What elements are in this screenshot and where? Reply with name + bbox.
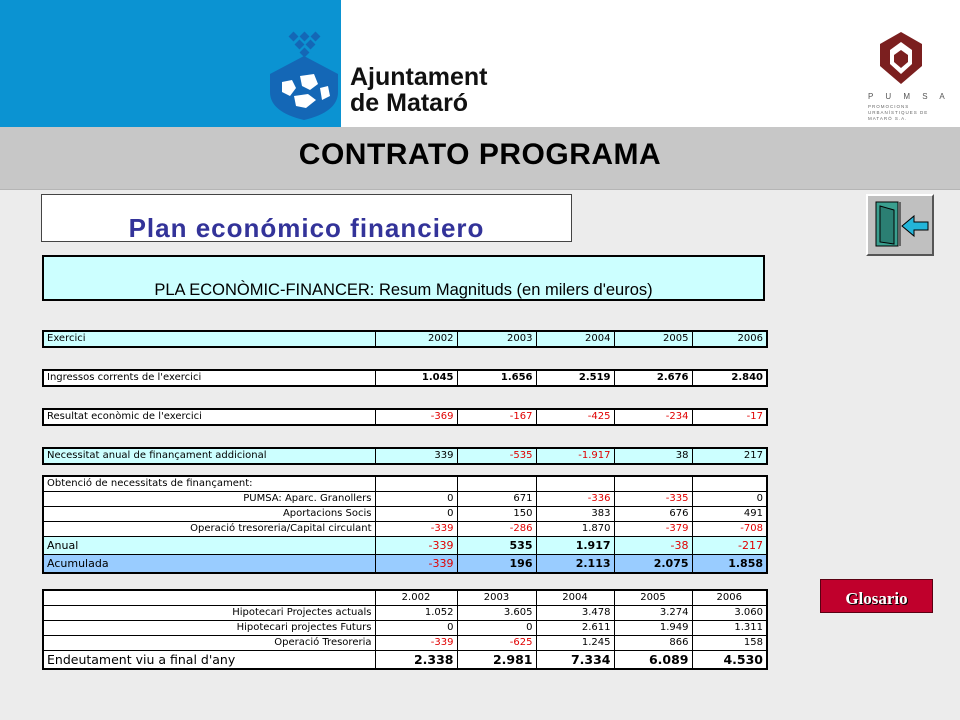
row-label: Operació tresoreria/Capital circulant [43,522,375,537]
table-row [43,590,767,606]
org-name-line2: de Mataró [350,89,469,117]
partner-subtitle: PROMOCIONS URBANÍSTIQUES DE MATARÓ S.A. [868,104,929,121]
value-cell: 1.917 [536,537,614,555]
value-cell: -625 [457,636,536,651]
table-row [43,476,767,492]
acumulada-label: Acumulada [43,555,375,574]
financing-table [42,475,768,574]
year-cell: 2003 [457,590,536,606]
value-cell: 1.311 [692,621,767,636]
value-cell: -369 [375,409,457,425]
sheet-title: PLA ECONÒMIC-FINANCER: Resum Magnituds (en milers d'euros) [42,255,765,301]
value-cell: -17 [692,409,767,425]
value-cell: 339 [375,448,457,464]
value-cell: 158 [692,636,767,651]
debt-table [42,589,768,670]
pumsa-logo [878,30,924,86]
value-cell: -339 [375,537,457,555]
table-row [43,522,767,537]
value-cell: 1.656 [457,370,536,386]
value-cell: 671 [457,492,536,507]
value-cell: 0 [375,492,457,507]
value-cell: 2.519 [536,370,614,386]
value-cell: 383 [536,507,614,522]
value-cell: 3.605 [457,606,536,621]
value-cell: 2.981 [457,651,536,670]
row-label: Hipotecari projectes Futurs [43,621,375,636]
value-cell: 0 [375,621,457,636]
necessitat-row-table [42,447,768,465]
value-cell: -336 [536,492,614,507]
value-cell: 38 [614,448,692,464]
value-cell: 535 [457,537,536,555]
exit-button[interactable] [866,194,934,256]
value-cell: -234 [614,409,692,425]
banner-title: CONTRATO PROGRAMA [0,127,960,190]
glossary-button[interactable]: Glosario [820,579,933,613]
year-cell: 2003 [457,331,536,347]
value-cell: 866 [614,636,692,651]
value-cell: 150 [457,507,536,522]
value-cell: 3.274 [614,606,692,621]
exercici-row-table [42,330,768,348]
year-cell: 2004 [536,331,614,347]
value-cell: 0 [692,492,767,507]
value-cell: -1.917 [536,448,614,464]
table-row [43,492,767,507]
necessitat-label: Necessitat anual de finançament addicional [43,448,375,464]
value-cell: 0 [375,507,457,522]
value-cell: 4.530 [692,651,767,670]
total-label: Endeutament viu a final d'any [43,651,375,670]
resultat-label: Resultat econòmic de l'exercici [43,409,375,425]
value-cell: 217 [692,448,767,464]
partner-name: P U M S A [868,92,950,101]
value-cell: 3.060 [692,606,767,621]
value-cell: -425 [536,409,614,425]
value-cell: 491 [692,507,767,522]
resultat-row-table [42,408,768,426]
org-name-line1: Ajuntament [350,63,488,91]
exercici-row [43,331,767,347]
anual-row [43,537,767,555]
year-cell: 2005 [614,331,692,347]
row-label: PUMSA: Aparc. Granollers [43,492,375,507]
value-cell: 6.089 [614,651,692,670]
table-row [43,621,767,636]
table-row [43,606,767,621]
value-cell: 2.113 [536,555,614,574]
door-exit-arrow-icon [868,196,932,254]
value-cell: -38 [614,537,692,555]
row-label: Operació Tresoreria [43,636,375,651]
value-cell: -339 [375,636,457,651]
ingressos-row [43,370,767,386]
value-cell: -339 [375,555,457,574]
plan-title-box [41,194,572,242]
value-cell: 2.338 [375,651,457,670]
value-cell: -708 [692,522,767,537]
anual-label: Anual [43,537,375,555]
value-cell: 1.949 [614,621,692,636]
table-row [43,507,767,522]
acumulada-row [43,555,767,574]
page-title: Plan económico financiero [128,213,485,243]
table-row [43,636,767,651]
value-cell: 0 [457,621,536,636]
value-cell: 2.075 [614,555,692,574]
row-label: Hipotecari Projectes actuals [43,606,375,621]
year-cell: 2005 [614,590,692,606]
value-cell: 1.858 [692,555,767,574]
year-cell: 2.002 [375,590,457,606]
value-cell: 2.676 [614,370,692,386]
value-cell: 2.611 [536,621,614,636]
value-cell: -217 [692,537,767,555]
ingressos-row-table [42,369,768,387]
value-cell: 1.245 [536,636,614,651]
value-cell: -535 [457,448,536,464]
year-cell: 2006 [692,331,767,347]
resultat-row [43,409,767,425]
value-cell: 2.840 [692,370,767,386]
value-cell: 7.334 [536,651,614,670]
value-cell: 676 [614,507,692,522]
value-cell: -379 [614,522,692,537]
value-cell: -167 [457,409,536,425]
value-cell: 196 [457,555,536,574]
ingressos-label: Ingressos corrents de l'exercici [43,370,375,386]
financing-header: Obtenció de necessitats de finançament: [43,476,375,492]
value-cell: -286 [457,522,536,537]
value-cell: -335 [614,492,692,507]
necessitat-row [43,448,767,464]
value-cell: -339 [375,522,457,537]
row-label: Aportacions Socis [43,507,375,522]
value-cell: 1.045 [375,370,457,386]
value-cell: 3.478 [536,606,614,621]
exercici-label: Exercici [43,331,375,347]
value-cell: 1.052 [375,606,457,621]
value-cell: 1.870 [536,522,614,537]
total-row [43,651,767,670]
ajuntament-shield-logo [262,30,344,122]
year-cell: 2004 [536,590,614,606]
year-cell: 2002 [375,331,457,347]
year-cell: 2006 [692,590,767,606]
